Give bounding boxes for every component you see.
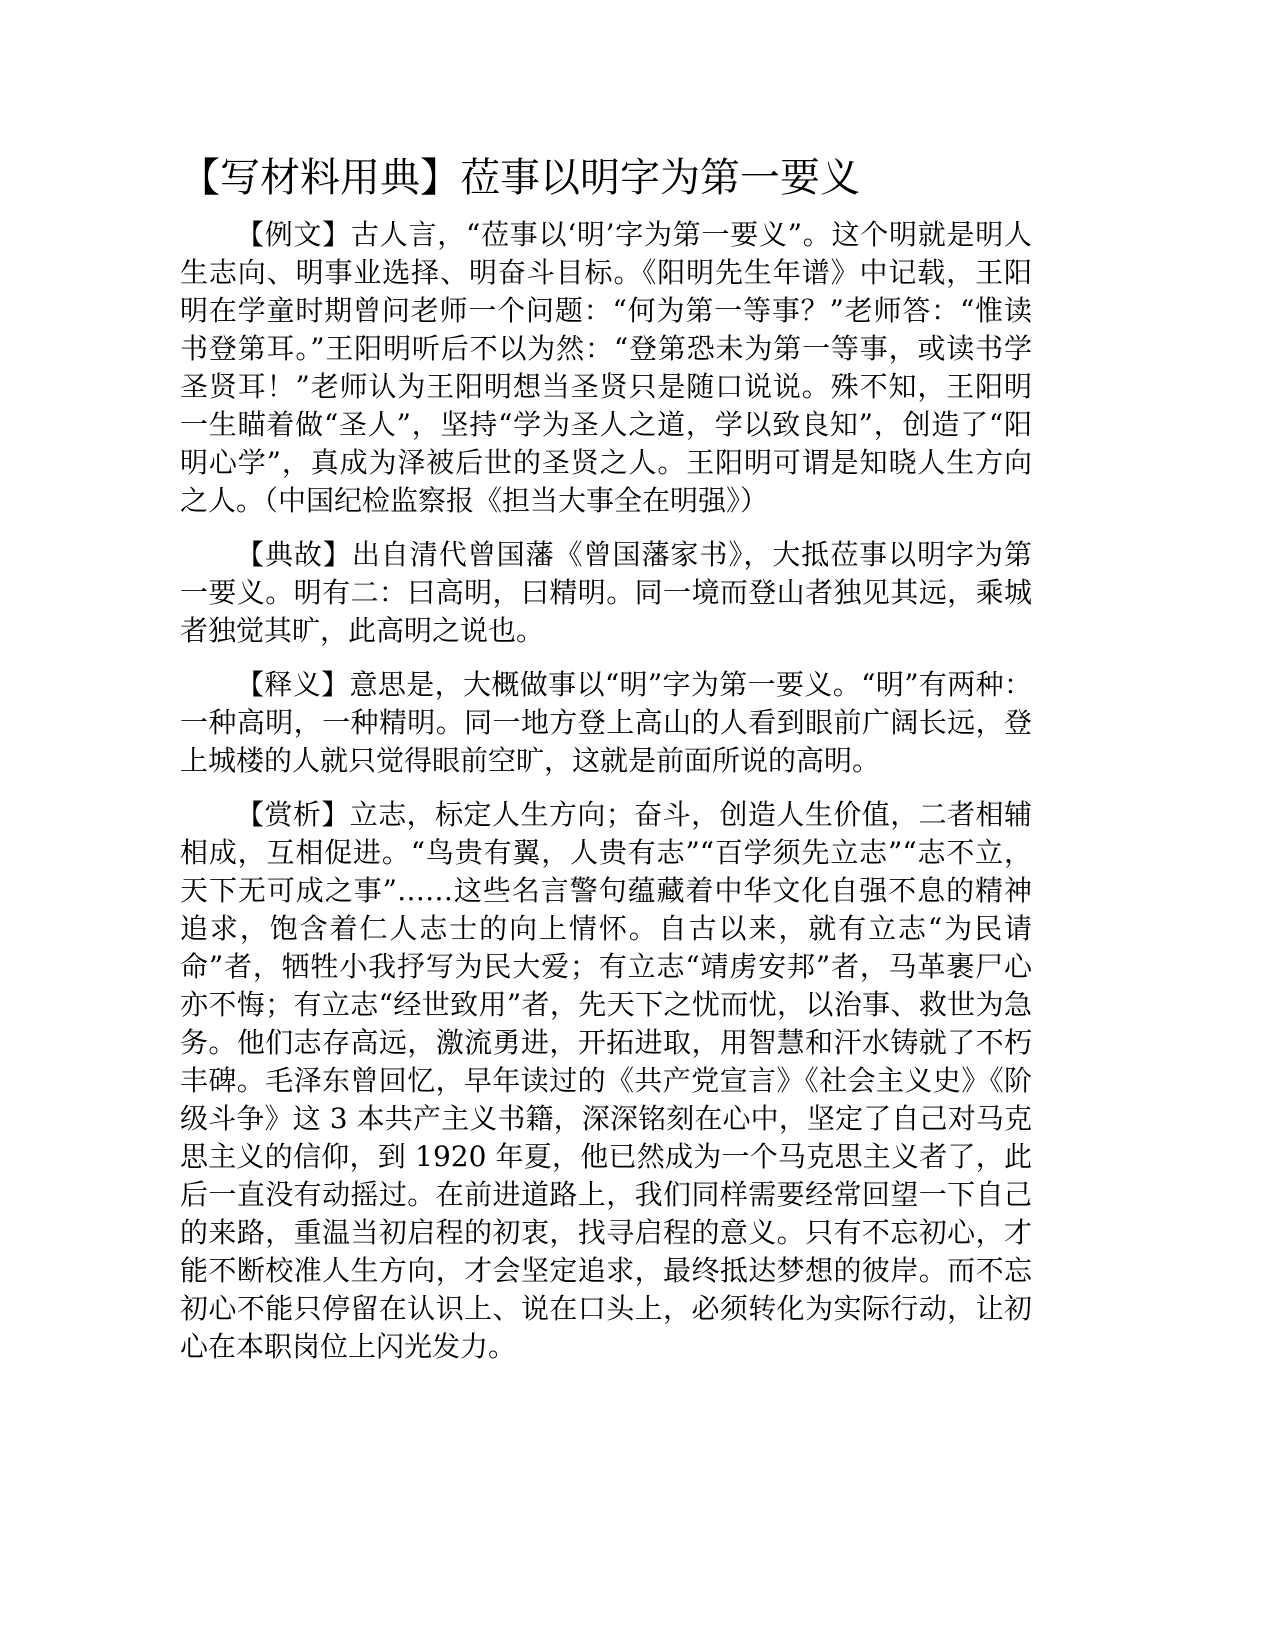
paragraph-allusion: 【典故】出自清代曾国藩《曾国藩家书》，大抵莅事以明字为第一要义。明有二：曰高明，曰精明。同一境而登山者独见其远，乘城者独觉其旷，此高明之说也。: [180, 538, 1032, 647]
paragraph-example: 【例文】古人言，“莅事以‘明’字为第一要义”。这个明就是明人生志向、明事业选择、明奋斗目标。《阳明先生年谱》中记载，王阳明在学童时期曾问老师一个问题：“何为第一等事？”老师答：“惟读书登第耳。”王阳明听后不以为然：“登第恐未为第一等事，或读书学圣贤耳！”老师认为王阳明想当圣贤只是随口说说。殊不知，王阳明一生瞄着做“圣人”，坚持“学为圣人之道，学以致良知”，创造了“阳明心学”，真成为泽被后世的圣贤之人。王阳明可谓是知晓人生方向之人。（中国纪检监察报《担当大事全在明强》）: [180, 218, 1032, 517]
paragraph-appreciation: 【赏析】立志，标定人生方向；奋斗，创造人生价值，二者相辅相成，互相促进。“鸟贵有翼，人贵有志”“百学须先立志”“志不立，天下无可成之事”……这些名言警句蕴藏着中华文化自强不息的精神追求，饱含着仁人志士的向上情怀。自古以来，就有立志“为民请命”者，牺牲小我抒写为民大爱；有立志“靖虏安邦”者，马革裹尸心亦不悔；有立志“经世致用”者，先天下之忧而忧，以治事、救世为急务。他们志存高远，激流勇进，开拓进取，用智慧和汗水铸就了不朽丰碑。毛泽东曾回忆，早年读过的《共产党宣言》《社会主义史》《阶级斗争》这 3 本共产主义书籍，深深铭刻在心中，坚定了自己对马克思主义的信仰，到 1920 年夏，他已然成为一个马克思主义者了，此后一直没有动摇过。在前进道路上，我们同样需要经常回望一下自己的来路，重温当初启程的初衷，找寻启程的意义。只有不忘初心，才能不断校准人生方向，才会坚定追求，最终抵达梦想的彼岸。而不忘初心不能只停留在认识上、说在口头上，必须转化为实际行动，让初心在本职岗位上闪光发力。: [180, 798, 1032, 1363]
document-page: [180, 150, 1080, 1382]
document-title: 【写材料用典】莅事以明字为第一要义: [180, 155, 860, 201]
paragraph-meaning: 【释义】意思是，大概做事以“明”字为第一要义。“明”有两种：一种高明，一种精明。同一地方登上高山的人看到眼前广阔长远，登上城楼的人就只觉得眼前空旷，这就是前面所说的高明。: [180, 668, 1032, 777]
